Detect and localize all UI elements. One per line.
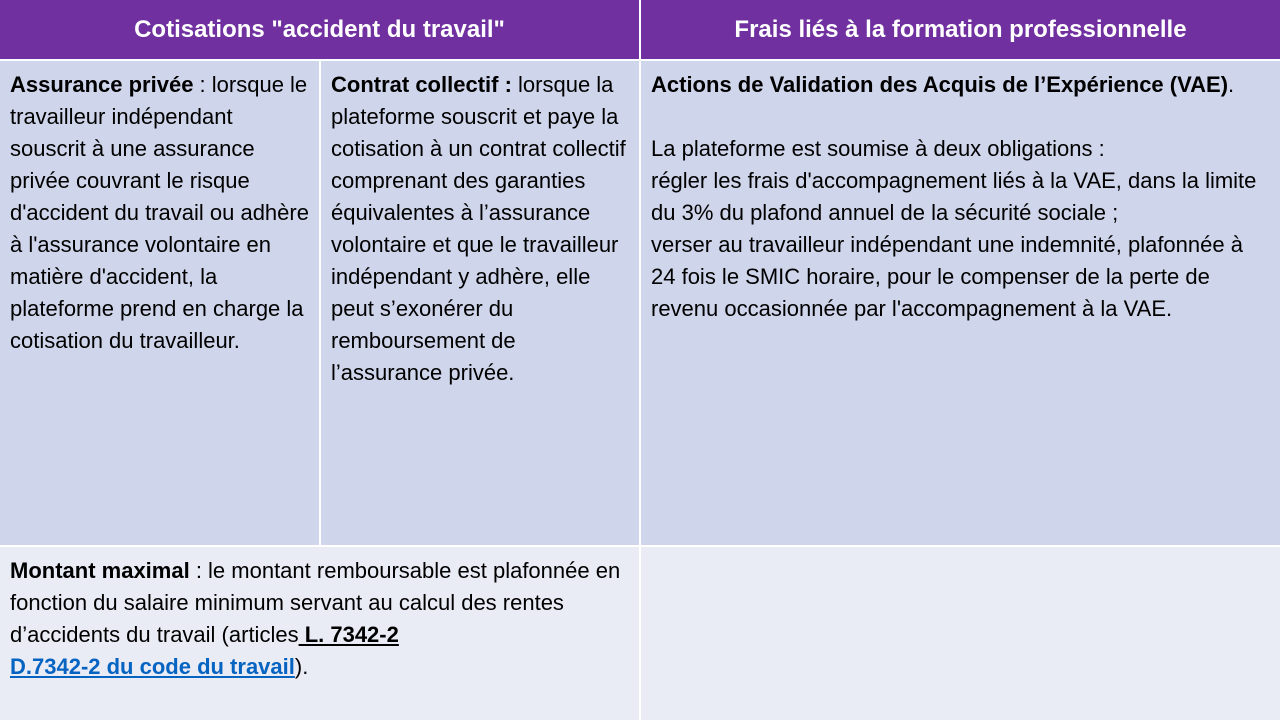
contrat-title: Contrat collectif :: [331, 72, 512, 97]
montant-end: ).: [294, 654, 309, 679]
vae-heading: [651, 69, 1270, 101]
assurance-text: lorsque le travailleur indépendant souscrit à une assurance privée couvrant le risque d'accident du travail ou adhère à l'assurance volontaire en matière d'accident, la plateforme prend en charge la cotisation du travailleur.: [10, 72, 309, 353]
cell-assurance-privee: [0, 61, 319, 545]
cell-contrat-collectif: [321, 61, 639, 545]
assurance-title: Assurance privée: [10, 72, 194, 97]
vae-obligation-1: régler les frais d'accompagnement liés à la VAE, dans la limite du 3% du plafond annuel de la sécurité sociale ;: [651, 168, 1257, 225]
vae-obligation-2: verser au travailleur indépendant une indemnité, plafonnée à 24 fois le SMIC horaire, pour le compenser de la perte de revenu occasionnée par l'accompagnement à la VAE.: [651, 232, 1243, 321]
header-frais-label: Frais liés à la formation professionnelle: [734, 15, 1187, 43]
contrat-text: lorsque la plateforme souscrit et paye la cotisation à un contrat collectif comprenant des garanties équivalentes à l’assurance volontaire et que le travailleur indépendant y adhère, elle peut s’exonérer du remboursement de l’assurance privée.: [331, 72, 626, 385]
vae-intro: La plateforme est soumise à deux obligations :: [651, 136, 1105, 161]
cell-empty: [641, 547, 1280, 720]
montant-title: Montant maximal: [10, 558, 190, 583]
cell-montant-maximal: [0, 547, 639, 720]
header-frais-formation: [641, 0, 1280, 59]
montant-text: : le montant remboursable est plafonnée en fonction du salaire minimum servant au calcul des rentes d’accidents du travail (articles: [10, 558, 621, 647]
header-cotisations: [0, 0, 639, 59]
cell-vae: [641, 61, 1280, 545]
vae-title-end: .: [1228, 72, 1235, 97]
assurance-sep: :: [193, 72, 212, 97]
article-l7342-2-link[interactable]: L. 7342-2: [298, 622, 399, 647]
vae-title: Actions de Validation des Acquis de l’Expérience (VAE): [651, 72, 1229, 97]
header-cotisations-label: Cotisations "accident du travail": [134, 15, 505, 43]
article-d7342-2-link[interactable]: D.7342-2 du code du travail: [10, 654, 295, 679]
